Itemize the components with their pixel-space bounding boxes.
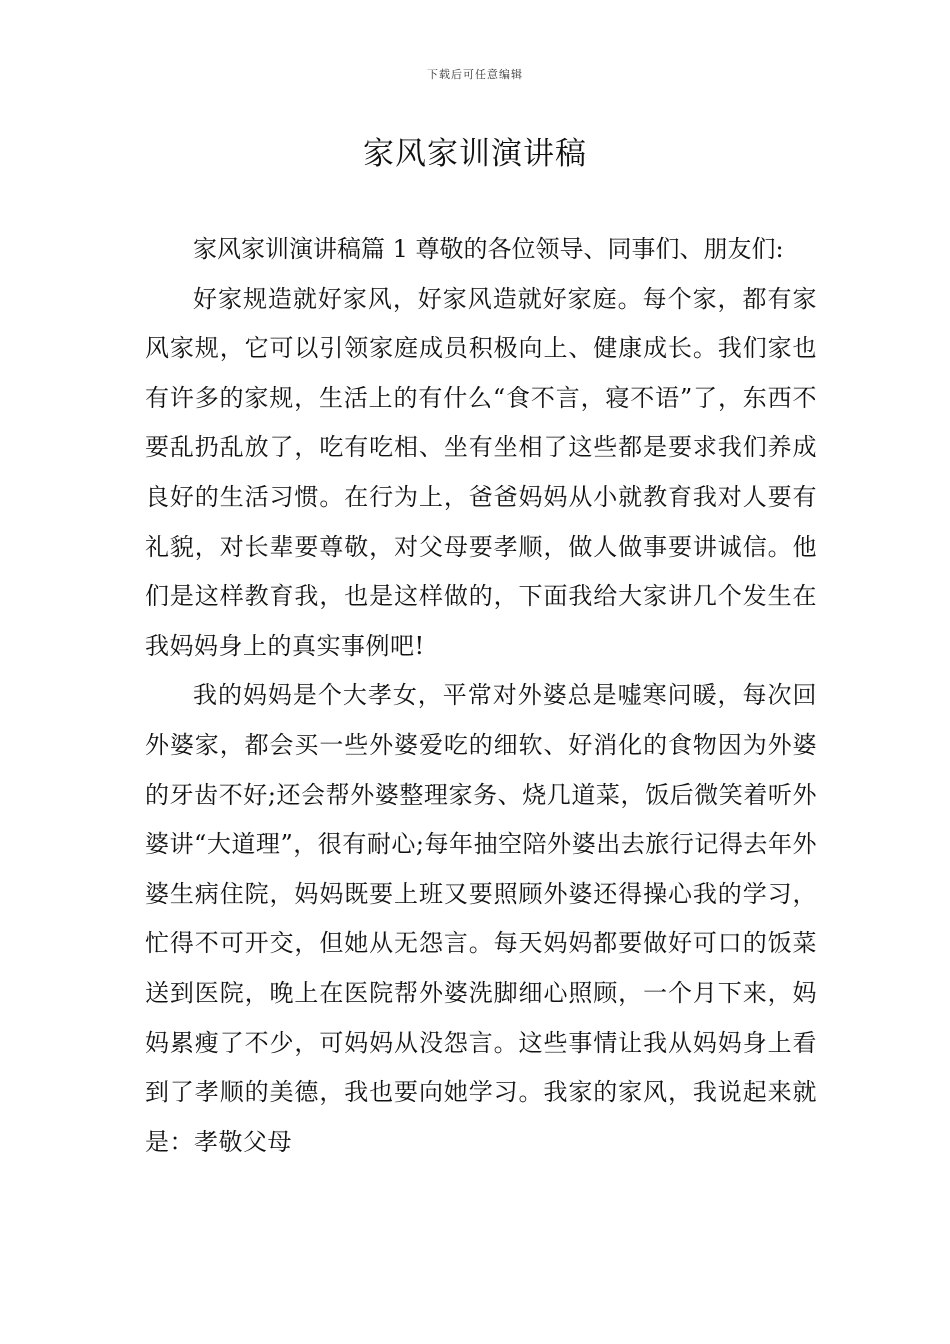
header-note: 下载后可任意编辑 xyxy=(427,68,523,81)
paragraph: 我的妈妈是个大孝女，平常对外婆总是嘘寒问暖，每次回外婆家，都会买一些外婆爱吃的细软、好消化的食物因为外婆的牙齿不好;还会帮外婆整理家务、烧几道菜，饭后微笑着听外婆讲“大道理”，很有耐心;每年抽空陪外婆出去旅行记得去年外婆生病住院，妈妈既要上班又要照顾外婆还得操心我的学习，忙得不可开交，但她从无怨言。每天妈妈都要做好可口的饭菜送到医院，晚上在医院帮外婆洗脚细心照顾，一个月下来，妈妈累瘦了不少，可妈妈从没怨言。这些事情让我从妈妈身上看到了孝顺的美德，我也要向她学习。我家的家风，我说起来就是：孝敬父母 xyxy=(145,681,817,1156)
paragraph: 好家规造就好家风，好家风造就好家庭。每个家，都有家风家规，它可以引领家庭成员积极向上、健康成长。我们家也有许多的家规，生活上的有什么“食不言，寝不语”了，东西不要乱扔乱放了，吃有吃相、坐有坐相了这些都是要求我们养成良好的生活习惯。在行为上，爸爸妈妈从小就教育我对人要有礼貌，对长辈要尊敬，对父母要孝顺，做人做事要讲诚信。他们是这样教育我，也是这样做的，下面我给大家讲几个发生在我妈妈身上的真实事例吧! xyxy=(145,284,817,660)
paragraph-intro: 家风家训演讲稿篇 1 尊敬的各位领导、同事们、朋友们: xyxy=(193,235,784,263)
document-body xyxy=(145,225,817,1167)
document-title: 家风家训演讲稿 xyxy=(363,136,587,172)
